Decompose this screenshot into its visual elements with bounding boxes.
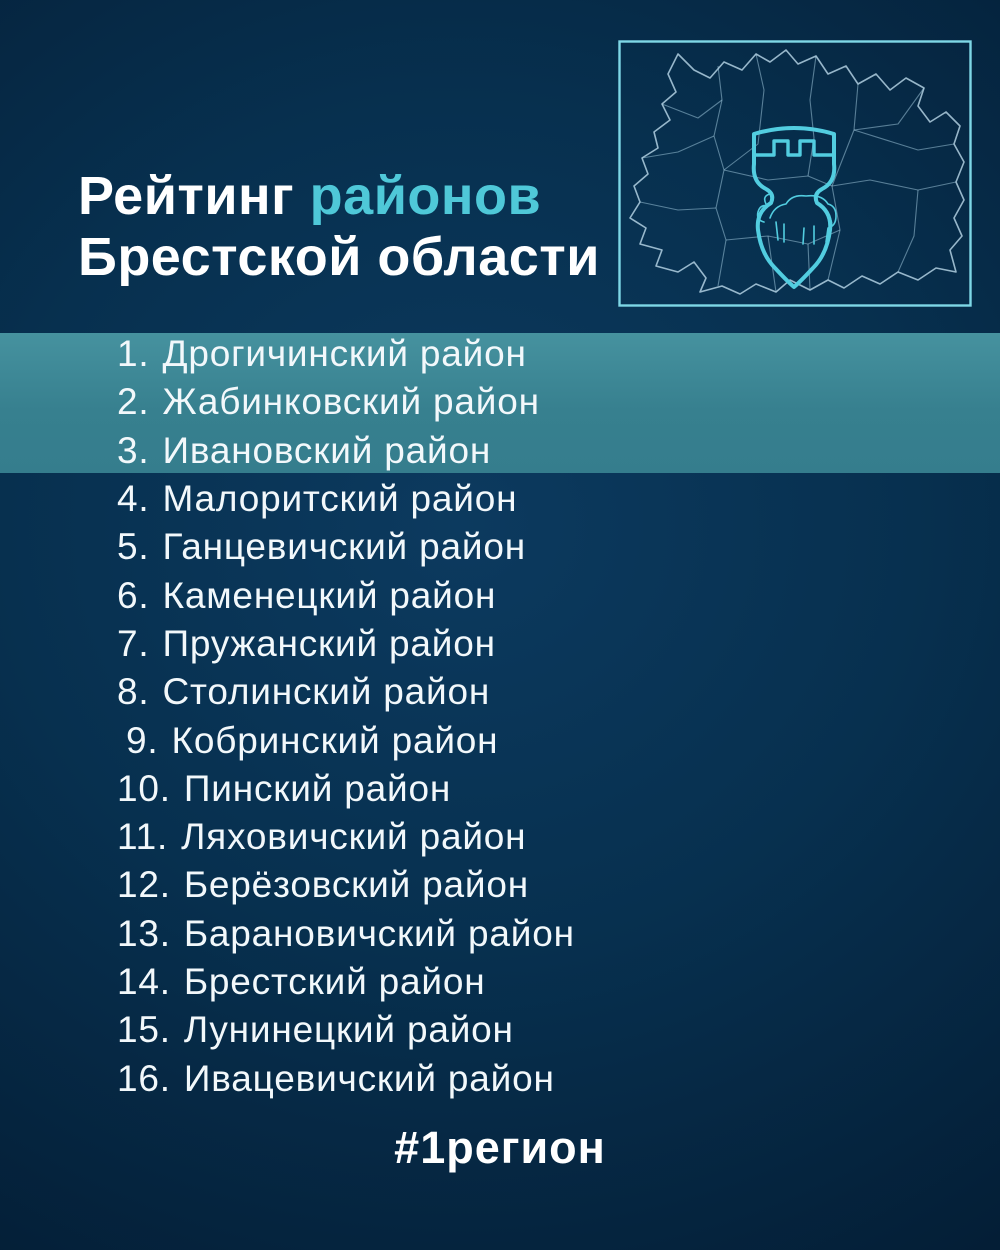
brest-region-map-icon: [618, 40, 972, 307]
district-name: Берёзовский район: [183, 864, 529, 906]
district-name: Кобринский район: [171, 719, 499, 761]
district-name: Малоритский район: [162, 478, 518, 520]
district-name: Пинский район: [183, 767, 452, 809]
list-item: [0, 571, 1000, 619]
list-item: [0, 958, 1000, 1006]
rank-number: 5.: [117, 526, 150, 568]
title-word-rating: Рейтинг: [78, 166, 295, 226]
list-item: [0, 668, 1000, 716]
district-name: Ганцевичский район: [162, 526, 526, 568]
list-item: [0, 475, 1000, 523]
district-name: Пружанский район: [162, 622, 496, 664]
list-item: [0, 861, 1000, 909]
region-border: [630, 50, 964, 294]
rank-number: 12.: [117, 864, 171, 906]
rank-number: 1.: [117, 333, 150, 375]
title-line-2: Брестской области: [78, 227, 600, 287]
rank-number: 11.: [117, 816, 169, 858]
page-title: [78, 166, 600, 288]
rank-number: 3.: [117, 429, 150, 471]
list-item: [0, 1006, 1000, 1054]
list-item: [0, 1054, 1000, 1102]
map-frame: [620, 42, 971, 306]
rank-number: 16.: [117, 1057, 171, 1099]
title-line-1: [78, 166, 600, 227]
list-item: [0, 620, 1000, 668]
rank-number: 13.: [117, 912, 171, 954]
shield-emblem-icon: [754, 128, 836, 287]
district-name: Ивановский район: [162, 429, 492, 471]
rank-number: 4.: [117, 478, 150, 520]
district-name: Лунинецкий район: [183, 1009, 514, 1051]
district-ranking-list: [0, 330, 1000, 1103]
district-name: Жабинковский район: [162, 381, 540, 423]
list-item: [0, 910, 1000, 958]
list-item: [0, 523, 1000, 571]
district-name: Брестский район: [183, 961, 486, 1002]
district-borders: [640, 54, 956, 292]
district-name: Столинский район: [162, 671, 491, 713]
hashtag-footer: #1регион: [394, 1122, 606, 1173]
battlement-line: [755, 141, 833, 155]
district-name: Ивацевичский район: [183, 1057, 555, 1099]
rank-number: 7.: [117, 622, 150, 664]
list-item: [0, 716, 1000, 764]
district-name: Барановичский район: [183, 912, 575, 954]
rank-number: 10.: [117, 767, 171, 809]
rank-number: 2.: [117, 381, 150, 423]
rank-number: 14.: [117, 961, 171, 1002]
district-name: Ляховичский район: [181, 816, 527, 858]
list-item: [0, 427, 1000, 475]
rank-number: 9.: [126, 719, 159, 761]
district-name: Дрогичинский район: [162, 333, 527, 375]
title-word-districts: районов: [309, 166, 542, 226]
rank-number: 8.: [117, 671, 150, 713]
list-item: [0, 813, 1000, 861]
rank-number: 15.: [117, 1009, 171, 1051]
rank-number: 6.: [117, 574, 150, 616]
list-item: [0, 765, 1000, 813]
brest-region-map: [618, 40, 972, 307]
list-item: [0, 378, 1000, 426]
list-item: [0, 330, 1000, 378]
district-name: Каменецкий район: [162, 574, 497, 616]
